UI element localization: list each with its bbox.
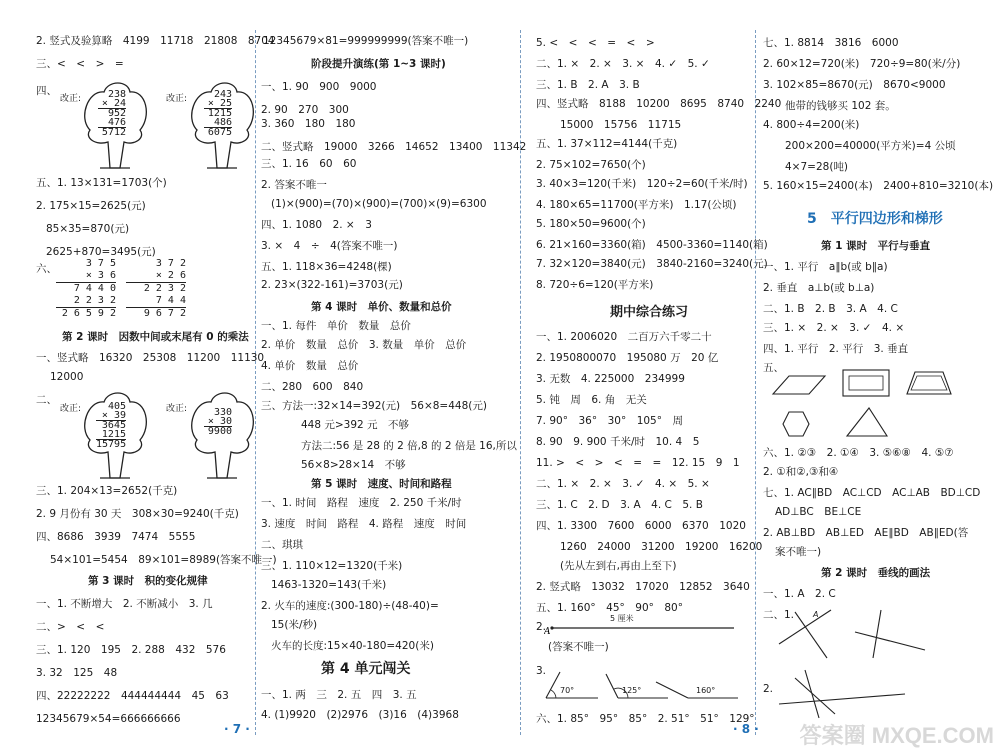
answer-line: 3. 102×85=8670(元) 8670<9000 bbox=[763, 79, 946, 91]
answer-line: 54×101=5454 89×101=8989(答案不唯一) bbox=[50, 554, 277, 566]
answer-line: 5. 钝 周 6. 角 无关 bbox=[536, 394, 647, 406]
answer-line: 三、< < > = bbox=[36, 58, 124, 70]
digit-row: 7 4 4 bbox=[126, 295, 186, 308]
digit-row: × 24 bbox=[98, 99, 126, 109]
correction-label: 改正: bbox=[60, 94, 82, 104]
inner-rectangle-shape bbox=[849, 376, 883, 390]
digit-row: 3 7 5 bbox=[85, 258, 116, 269]
answer-line: 2. 75×102=7650(个) bbox=[536, 159, 646, 171]
answer-line: 五、1. 13×131=1703(个) bbox=[36, 177, 167, 189]
answer-line: 三、方法一:32×14=392(元) 56×8=448(元) bbox=[261, 400, 487, 412]
triangle-shape bbox=[847, 408, 887, 436]
answer-column-4 bbox=[755, 0, 1000, 754]
answer-line: 5. 160×15=2400(本) 2400+810=3210(本) bbox=[763, 180, 994, 192]
answer-line: 3. 360 180 180 bbox=[261, 118, 356, 130]
answer-line: 4. 180×65=11700(平方米) 1.17(公顷) bbox=[536, 199, 737, 211]
lesson-heading: 第 1 课时 平行与垂直 bbox=[821, 240, 931, 252]
angle-label: 160° bbox=[696, 686, 716, 695]
chapter-heading: 5 平行四边形和梯形 bbox=[807, 211, 943, 227]
answer-line: 3. 40×3=120(千米) 120÷2=60(千米/时) bbox=[536, 178, 748, 190]
digit-row: 9900 bbox=[207, 426, 232, 437]
answer-line: 12000 bbox=[50, 371, 84, 383]
answer-line: 三、1. B 2. A 3. B bbox=[536, 79, 640, 91]
correction-label: 改正: bbox=[166, 404, 188, 414]
answer-line: 二、1. × 2. × 3. × 4. ✓ 5. ✓ bbox=[536, 58, 710, 70]
segment-label: 5 厘米 bbox=[610, 614, 634, 623]
lesson-heading: 第 2 课时 垂线的画法 bbox=[821, 567, 931, 579]
multiplication-problem bbox=[98, 90, 126, 137]
answer-line: 四、1. 平行 2. 平行 3. 垂直 bbox=[763, 343, 909, 355]
answer-line: 二、1. × 2. × 3. ✓ 4. × 5. × bbox=[536, 478, 710, 490]
digit-row: × 39 bbox=[96, 411, 126, 421]
digit-row: 3645 bbox=[101, 420, 126, 431]
answer-line: 二、280 600 840 bbox=[261, 381, 364, 393]
answer-line: 3. 无数 4. 225000 234999 bbox=[536, 373, 685, 385]
answer-line: 五、1. 37×112=4144(千克) bbox=[536, 138, 678, 150]
digit-row: 2 2 3 2 bbox=[56, 295, 116, 308]
lesson-heading: 第 4 课时 单价、数量和总价 bbox=[311, 301, 452, 313]
answer-line: 2. 1950800070 195080 万 20 亿 bbox=[536, 352, 719, 364]
answer-line: 三、1. 204×13=2652(千克) bbox=[36, 485, 178, 497]
point-label: A bbox=[813, 610, 819, 619]
digit-grid bbox=[56, 258, 116, 320]
digit-row: 15795 bbox=[96, 439, 127, 450]
answer-line: 一、竖式略 16320 25308 11200 11130 bbox=[36, 352, 265, 364]
answer-line: 5. < < < = < > bbox=[536, 37, 655, 49]
answer-line: 4. (1)9920 (2)2976 (3)16 (4)3968 bbox=[261, 709, 459, 721]
answer-line: 1260 24000 31200 19200 16200 bbox=[560, 541, 763, 553]
multiplication-problem bbox=[204, 408, 232, 436]
answer-line: 2. ①和②,③和④ bbox=[763, 466, 839, 478]
angle-label: 70° bbox=[560, 686, 575, 695]
answer-line: 一、1. A 2. C bbox=[763, 588, 836, 600]
inner-trapezoid-shape bbox=[911, 376, 947, 390]
parallelogram-shape bbox=[773, 376, 825, 394]
correction-label: 改正: bbox=[60, 404, 82, 414]
answer-line: (先从左到右,再由上至下) bbox=[560, 560, 677, 572]
answer-line: 2. 9 月份有 30 天 308×30=9240(千克) bbox=[36, 508, 239, 520]
answer-line: 15000 15756 11715 bbox=[560, 119, 682, 131]
answer-line: 四、1. 1080 2. × 3 bbox=[261, 219, 372, 231]
answer-line: 2. 火车的速度:(300-180)÷(48-40)= bbox=[261, 600, 439, 612]
shape-drawings bbox=[769, 366, 959, 440]
answer-line: 六、1. ②③ 2. ①④ 3. ⑤⑥⑧ 4. ⑤⑦ bbox=[763, 447, 954, 459]
answer-line: 12345679×54=666666666 bbox=[36, 713, 181, 725]
answer-line: 7. 32×120=3840(元) 3840-2160=3240(元) bbox=[536, 258, 768, 270]
answer-line: 一、1. 两 三 2. 五 四 3. 五 bbox=[261, 689, 417, 701]
page-number-right: · 8 · bbox=[733, 722, 759, 736]
answer-line: AD⊥BC BE⊥CE bbox=[775, 506, 862, 518]
answer-line: 4×7=28(吨) bbox=[785, 161, 849, 173]
answer-line: 二、琪琪 bbox=[261, 539, 303, 551]
answer-line: 2. bbox=[536, 621, 547, 633]
digit-row: × 2 6 bbox=[126, 270, 186, 283]
answer-line: 二、> < < bbox=[36, 621, 105, 633]
answer-line: 三、1. 120 195 2. 288 432 576 bbox=[36, 644, 226, 656]
angle-label: 125° bbox=[622, 686, 642, 695]
digit-row: 952 bbox=[107, 108, 126, 119]
answer-line: 七、1. 8814 3816 6000 bbox=[763, 37, 899, 49]
answer-line: 他带的钱够买 102 套。 bbox=[785, 100, 896, 112]
digit-row: 1215 bbox=[96, 430, 126, 440]
answer-line: 一、1. 2006020 二百万六千零二十 bbox=[536, 331, 712, 343]
perpendicular-drawings bbox=[775, 604, 935, 660]
digit-row: 405 bbox=[107, 401, 126, 412]
digit-row: 7 4 4 0 bbox=[73, 283, 116, 294]
digit-row: 476 bbox=[98, 118, 126, 128]
answer-line: 2625+870=3495(元) bbox=[46, 246, 156, 258]
answer-line: 一、1. 每件 单价 数量 总价 bbox=[261, 320, 411, 332]
answer-line: (1)×(900)=(70)×(900)=(700)×(9)=6300 bbox=[271, 198, 487, 210]
answer-line: 3. bbox=[536, 665, 547, 677]
answer-line: 2. 23×(322-161)=3703(元) bbox=[261, 279, 403, 291]
unit-heading: 期中综合练习 bbox=[610, 305, 689, 320]
answer-line: 四、 bbox=[36, 85, 57, 97]
answer-line: 2. 答案不唯一 bbox=[261, 179, 327, 191]
watermark: 答案圈 MXQE.COM bbox=[799, 723, 994, 748]
answer-line: 二、 bbox=[36, 394, 57, 406]
answer-line: (答案不唯一) bbox=[548, 641, 609, 653]
answer-line: 二、1. bbox=[763, 609, 795, 621]
digit-row: 2 2 3 2 bbox=[143, 283, 186, 294]
digit-row: 9 6 7 2 bbox=[143, 308, 186, 319]
answer-column-2 bbox=[255, 0, 527, 754]
answer-column-3 bbox=[520, 0, 782, 754]
answer-line: 一、1. 平行 a∥b(或 b∥a) bbox=[763, 261, 888, 273]
correction-label: 改正: bbox=[166, 94, 188, 104]
answer-line: 一、1. 90 900 9000 bbox=[261, 81, 377, 93]
page-number-left: · 7 · bbox=[224, 722, 250, 736]
answer-line: 200×200=40000(平方米)=4 公顷 bbox=[785, 140, 956, 152]
perpendicular-drawings bbox=[775, 664, 915, 720]
lesson-heading: 第 5 课时 速度、时间和路程 bbox=[311, 478, 452, 490]
answer-column-1 bbox=[0, 0, 277, 754]
segment-drawing bbox=[544, 614, 744, 638]
answer-line: 一、1. 时间 路程 速度 2. 250 千米/时 bbox=[261, 497, 462, 509]
lesson-heading: 阶段提升演练(第 1~3 课时) bbox=[311, 58, 446, 70]
rectangle-shape bbox=[843, 370, 889, 396]
answer-line: 3. 32 125 48 bbox=[36, 667, 118, 679]
answer-line: 2. 90 270 300 bbox=[261, 104, 349, 116]
answer-line: 2. 60×12=720(米) 720÷9=80(米/分) bbox=[763, 58, 961, 70]
answer-line: 3. × 4 ÷ 4(答案不唯一) bbox=[261, 240, 398, 252]
answer-line: 7. 90° 36° 30° 105° 周 bbox=[536, 415, 683, 427]
digit-row: 2 6 5 9 2 bbox=[61, 308, 116, 319]
answer-line: 二、竖式略 19000 3266 14652 13400 11342 bbox=[261, 141, 527, 153]
answer-line: 七、1. AC∥BD AC⊥CD AC⊥AB BD⊥CD bbox=[763, 487, 981, 499]
answer-line: 四、1. 3300 7600 6000 6370 1020 bbox=[536, 520, 746, 532]
digit-row: 3 7 2 bbox=[155, 258, 186, 269]
answer-line: 2. AB⊥BD AB⊥ED AE∥BD AB∥ED(答 bbox=[763, 527, 969, 539]
hexagon-shape bbox=[783, 412, 809, 436]
multiplication-problem bbox=[204, 90, 232, 137]
answer-line: 六、 bbox=[36, 263, 57, 275]
answer-line: 8. 720÷6=120(平方米) bbox=[536, 279, 654, 291]
answer-line: 二、1. B 2. B 3. A 4. C bbox=[763, 303, 898, 315]
digit-row: 238 bbox=[107, 89, 126, 100]
digit-row: × 25 bbox=[204, 99, 232, 109]
answer-line: 11. > < > < = = 12. 15 9 1 bbox=[536, 457, 740, 469]
answer-line: 2. 单价 数量 总价 3. 数量 单价 总价 bbox=[261, 339, 467, 351]
unit-heading: 第 4 单元闯关 bbox=[321, 661, 411, 677]
answer-line: 一、1. 不断增大 2. 不断减小 3. 几 bbox=[36, 598, 213, 610]
answer-line: 三、1. × 2. × 3. ✓ 4. × bbox=[763, 322, 905, 334]
answer-line: 四、22222222 444444444 45 63 bbox=[36, 690, 229, 702]
answer-line: 四、竖式略 8188 10200 8695 8740 2240 bbox=[536, 98, 782, 110]
svg-text:A: A bbox=[544, 627, 551, 637]
digit-row: 330 bbox=[213, 407, 232, 418]
answer-line: 火车的长度:15×40-180=420(米) bbox=[271, 640, 434, 652]
answer-line: 4. 单价 数量 总价 bbox=[261, 360, 359, 372]
answer-line: 六、1. 85° 95° 85° 2. 51° 51° 129° bbox=[536, 713, 755, 725]
answer-line: 448 元>392 元 不够 bbox=[301, 419, 410, 431]
digit-grid bbox=[126, 258, 186, 320]
answer-line: 3. 速度 时间 路程 4. 路程 速度 时间 bbox=[261, 518, 467, 530]
digit-row: × 30 bbox=[204, 417, 232, 427]
answer-line: 5. 180×50=9600(个) bbox=[536, 218, 646, 230]
answer-line: 案不唯一) bbox=[775, 546, 822, 558]
answer-line: 85×35=870(元) bbox=[46, 223, 130, 235]
digit-row: 1215 bbox=[207, 108, 232, 119]
answer-line: 三、1. 110×12=1320(千米) bbox=[261, 560, 403, 572]
answer-line: 五、 bbox=[763, 362, 784, 374]
multiplication-problem bbox=[96, 402, 126, 449]
answer-line: 2. 竖式及验算略 4199 11718 21808 8704 bbox=[36, 35, 275, 47]
answer-line: 2. 竖式略 13032 17020 12852 3640 bbox=[536, 581, 750, 593]
answer-line: 8. 90 9. 900 千米/时 10. 4 5 bbox=[536, 436, 700, 448]
answer-line: 4. 800÷4=200(米) bbox=[763, 119, 860, 131]
answer-line: 1463-1320=143(千米) bbox=[271, 579, 387, 591]
answer-line: 三、1. C 2. D 3. A 4. C 5. B bbox=[536, 499, 703, 511]
answer-line: 12345679×81=999999999(答案不唯一) bbox=[263, 35, 469, 47]
digit-row: 6075 bbox=[207, 127, 232, 138]
lesson-heading: 第 2 课时 因数中间或末尾有 0 的乘法 bbox=[62, 331, 249, 343]
answer-line: 五、1. 118×36=4248(棵) bbox=[261, 261, 392, 273]
digit-row: 5712 bbox=[101, 127, 126, 138]
answer-line: 2. 垂直 a⊥b(或 b⊥a) bbox=[763, 282, 875, 294]
digit-row: 243 bbox=[213, 89, 232, 100]
answer-line: 三、1. 16 60 60 bbox=[261, 158, 357, 170]
answer-line: 五、1. 160° 45° 90° 80° bbox=[536, 602, 683, 614]
answer-line: 四、8686 3939 7474 5555 bbox=[36, 531, 196, 543]
digit-row: 486 bbox=[204, 118, 232, 128]
answer-line: 方法二:56 是 28 的 2 倍,8 的 2 倍是 16,所以 bbox=[301, 440, 517, 452]
lesson-heading: 第 3 课时 积的变化规律 bbox=[88, 575, 208, 587]
answer-line: 15(米/秒) bbox=[271, 619, 318, 631]
answer-line: 2. 175×15=2625(元) bbox=[36, 200, 146, 212]
answer-line: 56×8>28×14 不够 bbox=[301, 459, 406, 471]
answer-line: 2. bbox=[763, 683, 774, 695]
answer-line: 6. 21×160=3360(箱) 4500-3360=1140(箱) bbox=[536, 239, 768, 251]
digit-row: × 3 6 bbox=[56, 270, 116, 283]
